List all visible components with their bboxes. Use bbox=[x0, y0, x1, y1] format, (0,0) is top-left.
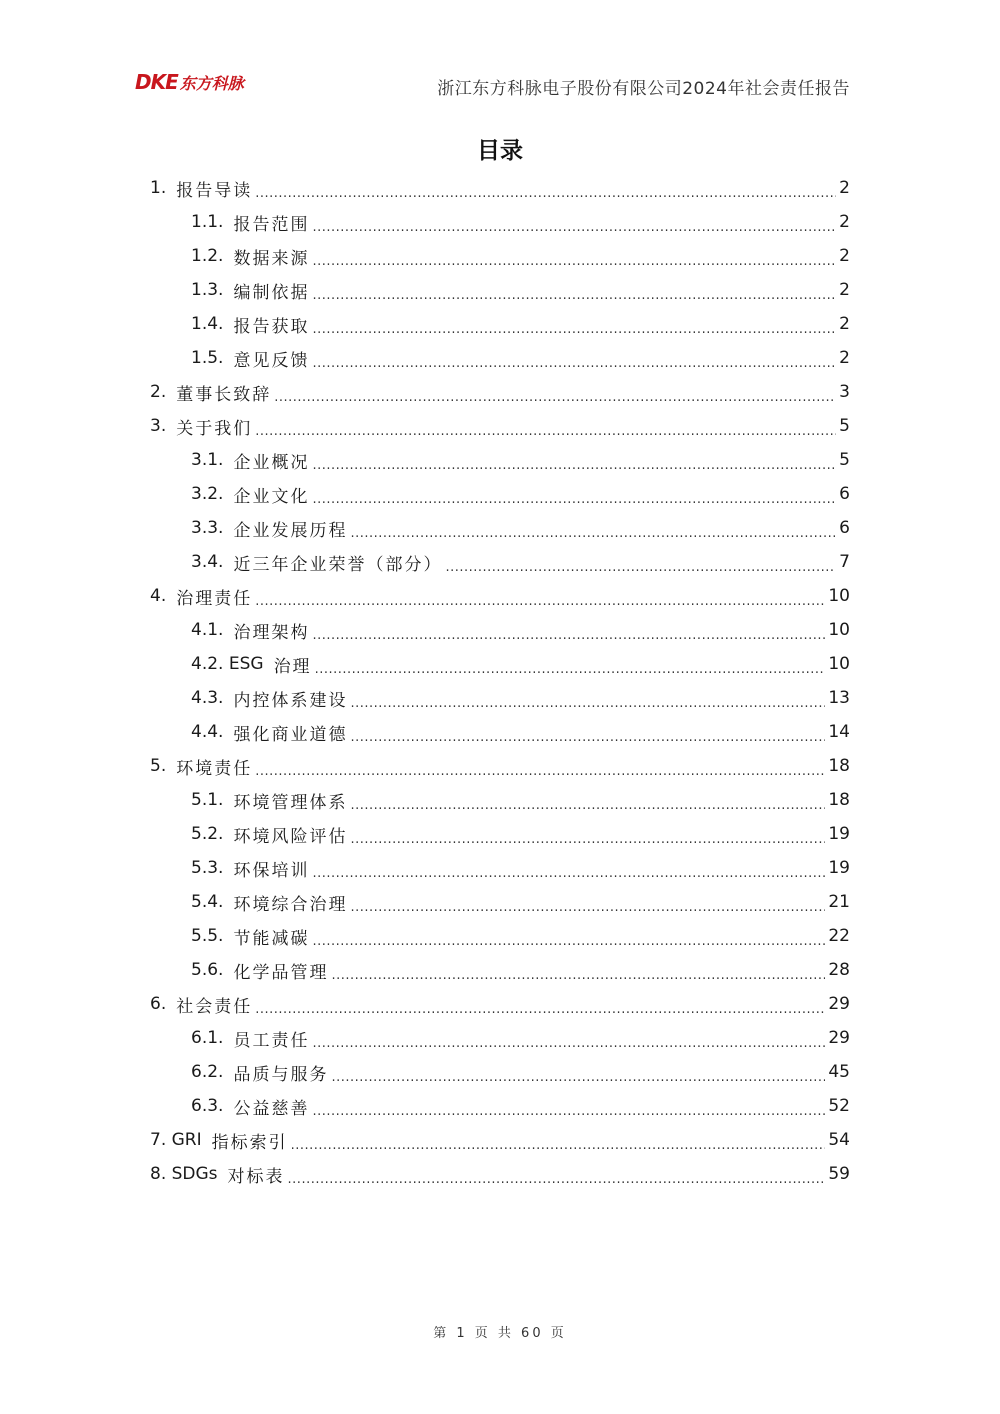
toc-entry-number: 1.3. bbox=[191, 280, 224, 300]
toc-entry[interactable] bbox=[150, 919, 850, 953]
toc-entry-page: 54 bbox=[828, 1130, 850, 1150]
toc-entry-title: 编制依据 bbox=[233, 282, 310, 303]
toc-entry[interactable] bbox=[150, 885, 850, 919]
toc-entry[interactable] bbox=[150, 477, 850, 511]
toc-entry-title: 强化商业道德 bbox=[233, 724, 348, 745]
toc-entry-number: 5.2. bbox=[191, 824, 224, 844]
toc-entry[interactable] bbox=[150, 1089, 850, 1123]
toc-entry-number: 3. bbox=[150, 416, 167, 436]
toc-entry[interactable] bbox=[150, 443, 850, 477]
toc-entry-title: 企业发展历程 bbox=[233, 520, 348, 541]
report-title: 浙江东方科脉电子股份有限公司2024年社会责任报告 bbox=[437, 79, 850, 99]
toc-dot-leader bbox=[312, 284, 836, 304]
toc-entry-title: 环境风险评估 bbox=[233, 826, 348, 847]
toc-entry-page: 14 bbox=[828, 722, 850, 742]
toc-dot-leader bbox=[312, 318, 836, 338]
toc-entry[interactable] bbox=[150, 1123, 850, 1157]
toc-entry-number: 1. bbox=[150, 178, 167, 198]
toc-entry-title: 内控体系建设 bbox=[233, 690, 348, 711]
toc-dot-leader bbox=[312, 1032, 825, 1052]
toc-entry-number: 5. bbox=[150, 756, 167, 776]
toc-entry-number: 3.2. bbox=[191, 484, 224, 504]
toc-entry-page: 19 bbox=[828, 824, 850, 844]
toc-dot-leader bbox=[350, 726, 825, 746]
page-footer: 第 1 页 共 60 页 bbox=[433, 1326, 567, 1341]
toc-entry-title: 对标表 bbox=[227, 1166, 285, 1187]
toc-entry-number: 2. bbox=[150, 382, 167, 402]
toc-entry-page: 18 bbox=[828, 756, 850, 776]
toc-entry-page: 6 bbox=[839, 484, 850, 504]
toc-dot-leader bbox=[312, 862, 825, 882]
toc-entry-number: 5.5. bbox=[191, 926, 224, 946]
toc-entry-title: 报告范围 bbox=[233, 214, 310, 235]
toc-entry-number: 1.5. bbox=[191, 348, 224, 368]
toc-entry-number: 3.1. bbox=[191, 450, 224, 470]
toc-entry-title: 节能减碳 bbox=[233, 928, 310, 949]
toc-entry-title: 公益慈善 bbox=[233, 1098, 310, 1119]
toc-entry[interactable] bbox=[150, 307, 850, 341]
toc-entry[interactable] bbox=[150, 341, 850, 375]
toc-entry-number: 4. bbox=[150, 586, 167, 606]
toc-entry-number: 1.2. bbox=[191, 246, 224, 266]
toc-entry[interactable] bbox=[150, 715, 850, 749]
toc-entry-number: 4.3. bbox=[191, 688, 224, 708]
company-logo bbox=[135, 70, 244, 94]
toc-entry-title: 治理责任 bbox=[176, 588, 253, 609]
toc-entry-number: 6. bbox=[150, 994, 167, 1014]
toc-entry[interactable] bbox=[150, 817, 850, 851]
toc-entry[interactable] bbox=[150, 273, 850, 307]
toc-entry-page: 2 bbox=[839, 280, 850, 300]
toc-dot-leader bbox=[312, 352, 836, 372]
toc-entry[interactable] bbox=[150, 579, 850, 613]
toc-entry[interactable] bbox=[150, 375, 850, 409]
toc-entry-page: 10 bbox=[828, 586, 850, 606]
toc-entry[interactable] bbox=[150, 613, 850, 647]
toc-entry-number: 4.2. ESG bbox=[191, 654, 264, 674]
toc-dot-leader bbox=[350, 828, 825, 848]
toc-entry-number: 4.4. bbox=[191, 722, 224, 742]
toc-entry[interactable] bbox=[150, 783, 850, 817]
toc-dot-leader bbox=[312, 624, 825, 644]
toc-entry-title: 报告获取 bbox=[233, 316, 310, 337]
table-of-contents bbox=[150, 171, 850, 1191]
toc-entry-page: 22 bbox=[828, 926, 850, 946]
toc-entry-number: 8. SDGs bbox=[150, 1164, 218, 1184]
toc-dot-leader bbox=[350, 522, 836, 542]
toc-entry-page: 2 bbox=[839, 314, 850, 334]
toc-entry-title: 数据来源 bbox=[233, 248, 310, 269]
toc-dot-leader bbox=[350, 794, 825, 814]
toc-entry-page: 18 bbox=[828, 790, 850, 810]
toc-entry-page: 13 bbox=[828, 688, 850, 708]
toc-entry-page: 59 bbox=[828, 1164, 850, 1184]
logo-text-cn: 东方科脉 bbox=[179, 74, 244, 93]
toc-entry[interactable] bbox=[150, 851, 850, 885]
toc-entry-number: 5.1. bbox=[191, 790, 224, 810]
toc-entry-page: 2 bbox=[839, 246, 850, 266]
toc-entry-page: 10 bbox=[828, 620, 850, 640]
toc-dot-leader bbox=[255, 590, 825, 610]
toc-entry-number: 1.4. bbox=[191, 314, 224, 334]
toc-entry-title: 报告导读 bbox=[176, 180, 253, 201]
toc-dot-leader bbox=[312, 1100, 825, 1120]
toc-entry-title: 治理架构 bbox=[233, 622, 310, 643]
toc-entry-number: 5.6. bbox=[191, 960, 224, 980]
toc-entry-number: 6.2. bbox=[191, 1062, 224, 1082]
toc-entry-page: 19 bbox=[828, 858, 850, 878]
toc-dot-leader bbox=[288, 1168, 826, 1188]
toc-dot-leader bbox=[350, 896, 825, 916]
toc-dot-leader bbox=[331, 964, 825, 984]
toc-dot-leader bbox=[291, 1134, 826, 1154]
toc-entry[interactable] bbox=[150, 1157, 850, 1191]
toc-entry-title: 意见反馈 bbox=[233, 350, 310, 371]
toc-entry-title: 员工责任 bbox=[233, 1030, 310, 1051]
toc-entry-title: 企业概况 bbox=[233, 452, 310, 473]
toc-entry-title: 品质与服务 bbox=[233, 1064, 329, 1085]
toc-entry-page: 5 bbox=[839, 450, 850, 470]
toc-entry-page: 28 bbox=[828, 960, 850, 980]
toc-entry-title: 治理 bbox=[273, 656, 312, 677]
toc-entry-number: 6.1. bbox=[191, 1028, 224, 1048]
toc-entry-number: 3.4. bbox=[191, 552, 224, 572]
toc-dot-leader bbox=[350, 692, 825, 712]
toc-dot-leader bbox=[255, 998, 825, 1018]
toc-entry-page: 2 bbox=[839, 178, 850, 198]
toc-entry-title: 董事长致辞 bbox=[176, 384, 272, 405]
toc-entry[interactable] bbox=[150, 1021, 850, 1055]
toc-dot-leader bbox=[255, 420, 836, 440]
toc-entry[interactable] bbox=[150, 409, 850, 443]
toc-entry-page: 7 bbox=[839, 552, 850, 572]
toc-entry[interactable] bbox=[150, 749, 850, 783]
toc-heading: 目录 bbox=[477, 138, 523, 164]
toc-entry-number: 3.3. bbox=[191, 518, 224, 538]
toc-entry-title: 指标索引 bbox=[211, 1132, 288, 1153]
toc-entry-page: 52 bbox=[828, 1096, 850, 1116]
toc-entry-number: 7. GRI bbox=[150, 1130, 202, 1150]
toc-dot-leader bbox=[312, 216, 836, 236]
page-header bbox=[135, 68, 850, 100]
toc-entry[interactable] bbox=[150, 987, 850, 1021]
toc-entry-number: 1.1. bbox=[191, 212, 224, 232]
toc-entry-title: 环保培训 bbox=[233, 860, 310, 881]
toc-entry[interactable] bbox=[150, 171, 850, 205]
toc-entry-title: 关于我们 bbox=[176, 418, 253, 439]
toc-dot-leader bbox=[312, 250, 836, 270]
toc-entry-page: 21 bbox=[828, 892, 850, 912]
toc-entry-title: 企业文化 bbox=[233, 486, 310, 507]
toc-entry-title: 环境综合治理 bbox=[233, 894, 348, 915]
toc-entry-page: 29 bbox=[828, 994, 850, 1014]
toc-entry-number: 6.3. bbox=[191, 1096, 224, 1116]
toc-entry-title: 环境责任 bbox=[176, 758, 253, 779]
toc-entry-page: 2 bbox=[839, 212, 850, 232]
toc-dot-leader bbox=[445, 556, 836, 576]
toc-entry-title: 环境管理体系 bbox=[233, 792, 348, 813]
toc-entry-page: 45 bbox=[828, 1062, 850, 1082]
toc-entry[interactable] bbox=[150, 205, 850, 239]
toc-entry-page: 2 bbox=[839, 348, 850, 368]
toc-entry-page: 5 bbox=[839, 416, 850, 436]
toc-dot-leader bbox=[331, 1066, 825, 1086]
toc-dot-leader bbox=[255, 182, 836, 202]
toc-entry-page: 29 bbox=[828, 1028, 850, 1048]
toc-entry[interactable] bbox=[150, 681, 850, 715]
toc-entry-number: 5.4. bbox=[191, 892, 224, 912]
toc-dot-leader bbox=[312, 488, 836, 508]
toc-entry[interactable] bbox=[150, 1055, 850, 1089]
toc-entry-page: 6 bbox=[839, 518, 850, 538]
toc-dot-leader bbox=[312, 930, 825, 950]
toc-dot-leader bbox=[312, 454, 836, 474]
toc-dot-leader bbox=[315, 658, 826, 678]
toc-dot-leader bbox=[255, 760, 825, 780]
toc-entry-page: 3 bbox=[839, 382, 850, 402]
toc-entry-title: 近三年企业荣誉（部分） bbox=[233, 554, 443, 575]
toc-entry[interactable] bbox=[150, 545, 850, 579]
toc-entry[interactable] bbox=[150, 511, 850, 545]
toc-entry[interactable] bbox=[150, 239, 850, 273]
toc-entry[interactable] bbox=[150, 647, 850, 681]
toc-entry-number: 4.1. bbox=[191, 620, 224, 640]
toc-entry-title: 社会责任 bbox=[176, 996, 253, 1017]
toc-dot-leader bbox=[274, 386, 836, 406]
toc-entry-title: 化学品管理 bbox=[233, 962, 329, 983]
logo-text-en: DKE bbox=[135, 70, 178, 94]
toc-entry-number: 5.3. bbox=[191, 858, 224, 878]
toc-entry-page: 10 bbox=[828, 654, 850, 674]
toc-entry[interactable] bbox=[150, 953, 850, 987]
